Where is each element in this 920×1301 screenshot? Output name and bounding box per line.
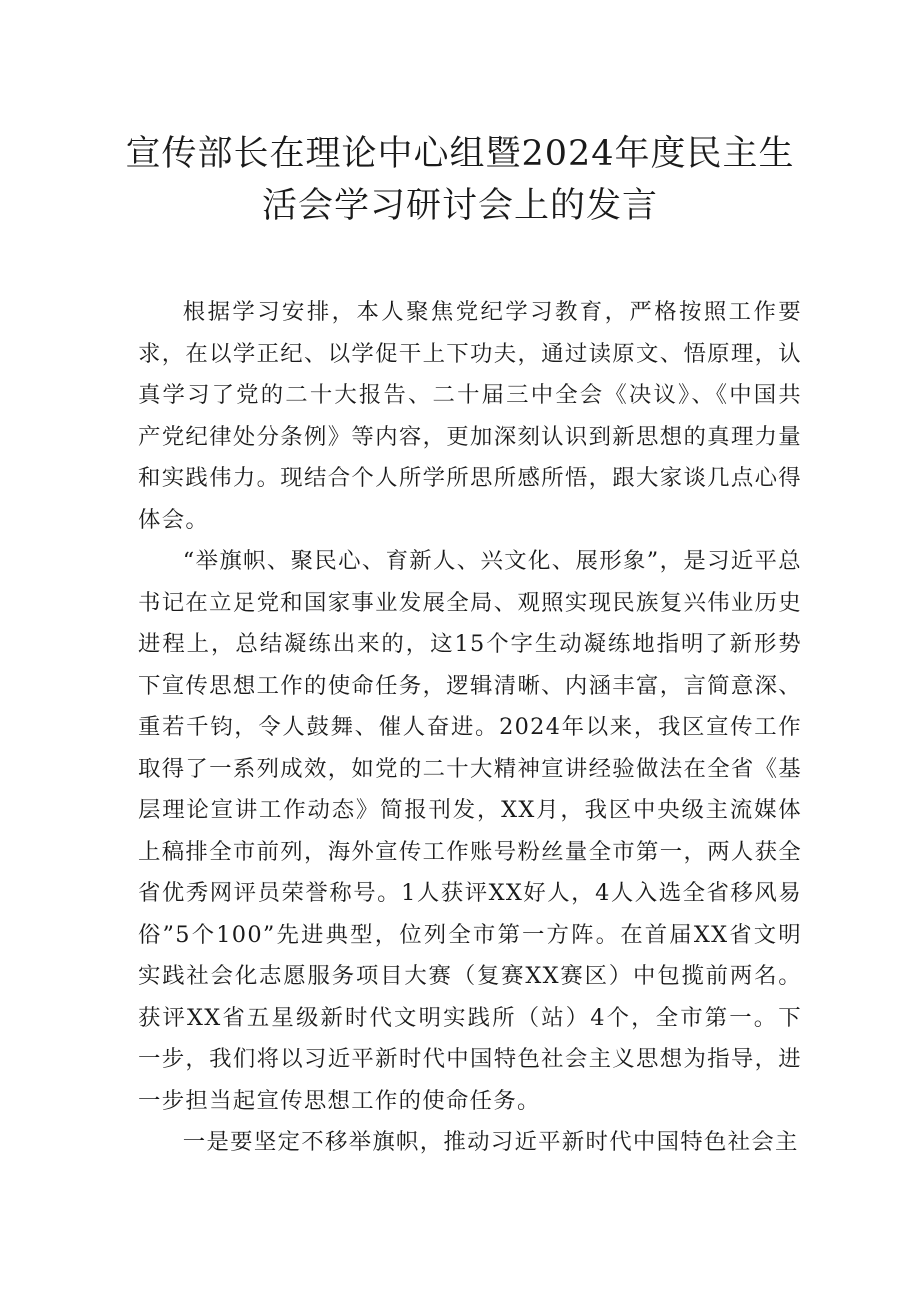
document-body — [138, 292, 802, 1164]
document-title — [100, 128, 820, 232]
paragraph-intro: 根据学习安排，本人聚焦党纪学习教育，严格按照工作要求，在以学正纪、以学促干上下功夫，通过读原文、悟原理，认真学习了党的二十大报告、二十届三中全会《决议》、《中国共产党纪律处分条例》等内容，更加深刻认识到新思想的真理力量和实践伟力。现结合个人所学所思所感所悟，跟大家谈几点心得体会。 — [138, 299, 802, 533]
title-line-2: 活会学习研讨会上的发言 — [261, 186, 658, 226]
paragraph-point-one: 一是要坚定不移举旗帜，推动习近平新时代中国特色社会主 — [182, 1129, 799, 1155]
title-line-1: 宣传部长在理论中心组暨2024年度民主生 — [125, 134, 795, 174]
paragraph-main: “举旗帜、聚民心、育新人、兴文化、展形象”，是习近平总书记在立足党和国家事业发展全局、观照实现民族复兴伟业历史进程上，总结凝练出来的，这15个字生动凝练地指明了新形势下宣传思想工作的使命任务，逻辑清晰、内涵丰富，言简意深、重若千钧，令人鼓舞、催人奋进。2024年以来，我区宣传工作取得了一系列成效，如党的二十大精神宣讲经验做法在全省《基层理论宣讲工作动态》简报刊发，XX月，我区中央级主流媒体上稿排全市前列，海外宣传工作账号粉丝量全市第一，两人获全省优秀网评员荣誉称号。1人获评XX好人，4人入选全省移风易俗”5个100”先进典型，位列全市第一方阵。在首届XX省文明实践社会化志愿服务项目大赛（复赛XX赛区）中包揽前两名。获评XX省五星级新时代文明实践所（站）4个，全市第一。下一步，我们将以习近平新时代中国特色社会主义思想为指导，进一步担当起宣传思想工作的使命任务。 — [138, 548, 802, 1114]
